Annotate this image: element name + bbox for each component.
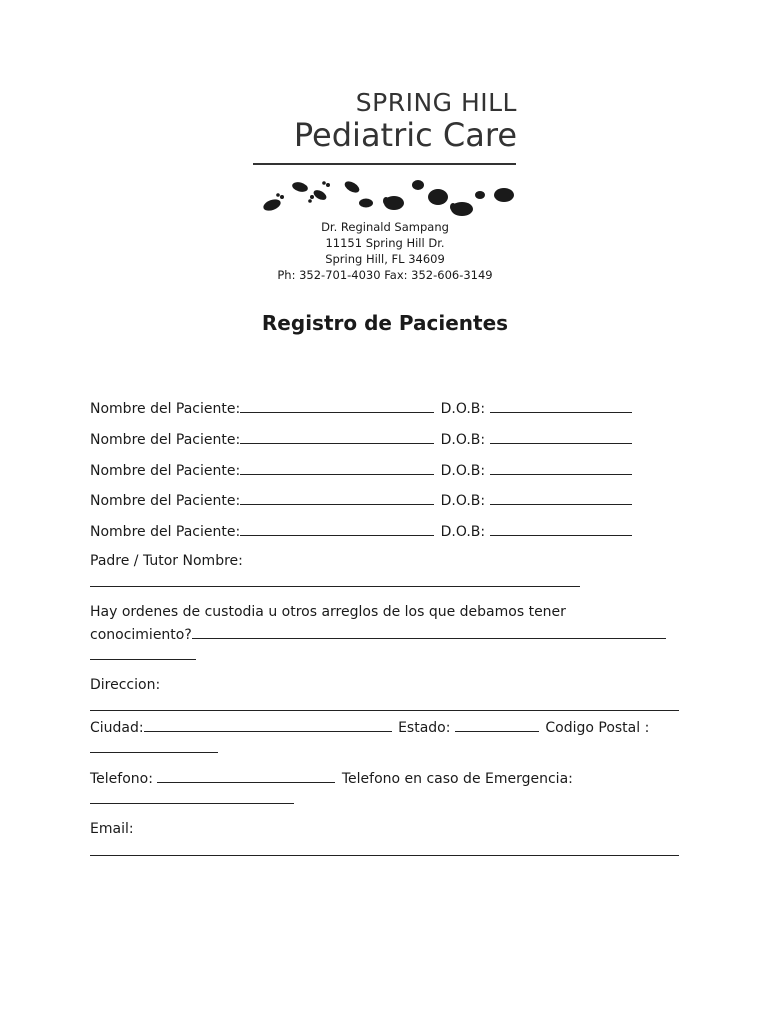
custody-question: Hay ordenes de custodia u otros arreglos de los que debamos tener bbox=[90, 604, 566, 620]
email-field[interactable] bbox=[90, 855, 679, 856]
dob-label: D.O.B: bbox=[440, 463, 486, 479]
patient-row bbox=[90, 460, 632, 480]
patient-name-field[interactable] bbox=[240, 429, 434, 444]
guardian-name-field[interactable] bbox=[90, 586, 580, 587]
logo-spring-hill: SPRING HILL bbox=[355, 88, 517, 117]
city-state-zip: Spring Hill, FL 34609 bbox=[325, 252, 445, 266]
phone-fax: Ph: 352-701-4030 Fax: 352-606-3149 bbox=[277, 268, 493, 282]
patient-row bbox=[90, 521, 632, 541]
custody-answer-field-cont[interactable] bbox=[90, 659, 196, 660]
form-title: Registro de Pacientes bbox=[261, 311, 509, 335]
guardian-label: Padre / Tutor Nombre: bbox=[90, 553, 243, 569]
patient-name-label: Nombre del Paciente: bbox=[90, 524, 241, 540]
dob-field[interactable] bbox=[490, 460, 632, 475]
custody-question-cont bbox=[90, 624, 666, 644]
patient-name-field[interactable] bbox=[240, 521, 434, 536]
zip-label: Codigo Postal : bbox=[545, 720, 650, 736]
emergency-phone-label: Telefono en caso de Emergencia: bbox=[341, 771, 573, 787]
dob-field[interactable] bbox=[490, 429, 632, 444]
dob-label: D.O.B: bbox=[440, 524, 486, 540]
doctor-name: Dr. Reginald Sampang bbox=[321, 220, 449, 234]
dob-label: D.O.B: bbox=[440, 493, 486, 509]
patient-name-label: Nombre del Paciente: bbox=[90, 432, 241, 448]
dob-label: D.O.B: bbox=[440, 401, 486, 417]
address-field[interactable] bbox=[90, 710, 679, 711]
dob-field[interactable] bbox=[490, 398, 632, 413]
patient-name-label: Nombre del Paciente: bbox=[90, 493, 241, 509]
phone-label: Telefono: bbox=[90, 771, 153, 787]
emergency-phone-field[interactable] bbox=[90, 803, 294, 804]
patient-name-label: Nombre del Paciente: bbox=[90, 463, 241, 479]
logo-divider bbox=[253, 163, 516, 165]
state-label: Estado: bbox=[398, 720, 451, 736]
phone-field[interactable] bbox=[157, 768, 335, 783]
dob-field[interactable] bbox=[490, 521, 632, 536]
email-label: Email: bbox=[90, 821, 134, 837]
custody-question-end: conocimiento? bbox=[90, 627, 192, 643]
logo-pediatric-care: Pediatric Care bbox=[293, 116, 517, 154]
patient-row bbox=[90, 398, 632, 418]
patient-name-label: Nombre del Paciente: bbox=[90, 401, 241, 417]
address-label: Direccion: bbox=[90, 677, 161, 693]
street-address: 11151 Spring Hill Dr. bbox=[325, 236, 445, 250]
dob-label: D.O.B: bbox=[440, 432, 486, 448]
city-state-zip-row bbox=[90, 717, 649, 737]
patient-row bbox=[90, 429, 632, 449]
patient-row bbox=[90, 490, 632, 510]
practice-address bbox=[200, 219, 570, 283]
state-field[interactable] bbox=[455, 717, 539, 732]
practice-logo bbox=[253, 88, 517, 154]
patient-name-field[interactable] bbox=[240, 398, 434, 413]
city-label: Ciudad: bbox=[90, 720, 144, 736]
footprints-icon bbox=[258, 175, 518, 220]
zip-field[interactable] bbox=[90, 752, 218, 753]
patient-name-field[interactable] bbox=[240, 490, 434, 505]
city-field[interactable] bbox=[144, 717, 392, 732]
patient-name-field[interactable] bbox=[240, 460, 434, 475]
dob-field[interactable] bbox=[490, 490, 632, 505]
custody-answer-field[interactable] bbox=[192, 624, 666, 639]
phone-row bbox=[90, 768, 573, 788]
